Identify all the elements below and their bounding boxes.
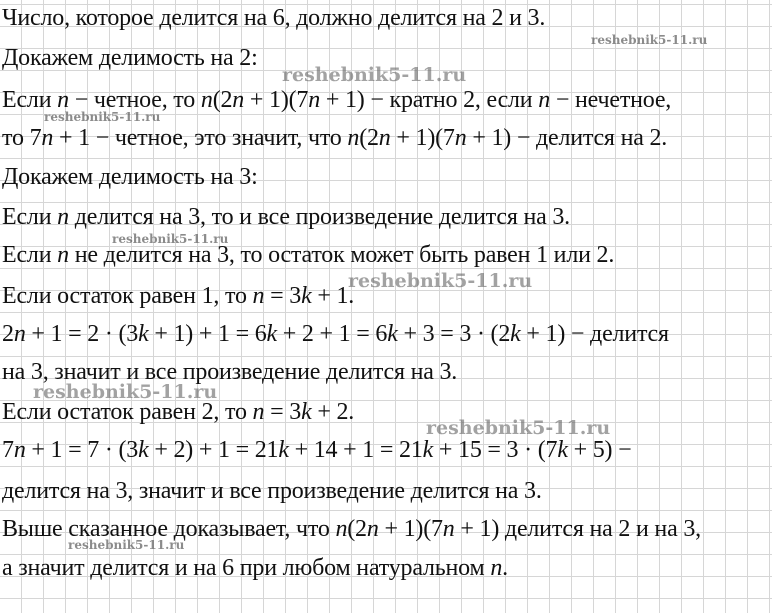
text-line-13: делится на 3, значит и все произведение делится на 3. — [2, 478, 542, 504]
text-line-11: Если остаток равен 2, то n = 3k + 2. — [2, 399, 355, 425]
text-line-6: Если n делится на 3, то и все произведение делится на 3. — [2, 204, 570, 230]
text-line-10: на 3, значит и все произведение делится на 3. — [2, 359, 458, 385]
watermark-big-1: reshebnik5-11.ru — [282, 64, 467, 86]
watermark-small-1: reshebnik5-11.ru — [591, 33, 708, 47]
watermark-big-3: reshebnik5-11.ru — [33, 381, 218, 403]
watermark-small-2: reshebnik5-11.ru — [44, 110, 161, 124]
text-line-9: 2n + 1 = 2 · (3k + 1) + 1 = 6k + 2 + 1 = 6k + 3 = 3 · (2k + 1) − делится — [2, 321, 669, 347]
text-line-8: Если остаток равен 1, то n = 3k + 1. — [2, 283, 355, 309]
text-line-7: Если n не делится на 3, то остаток может быть равен 1 или 2. — [2, 242, 615, 268]
text-line-2: Докажем делимость на 2: — [2, 45, 258, 71]
watermark-big-2: reshebnik5-11.ru — [348, 270, 533, 292]
watermark-big-4: reshebnik5-11.ru — [426, 417, 611, 439]
text-line-12: 7n + 1 = 7 · (3k + 2) + 1 = 21k + 14 + 1 = 21k + 15 = 3 · (7k + 5) − — [2, 437, 632, 463]
text-line-14: Выше сказанное доказывает, что n(2n + 1)(7n + 1) делится на 2 и на 3, — [2, 516, 701, 542]
text-line-1: Число, которое делится на 6, должно делится на 2 и 3. — [2, 5, 546, 31]
text-line-3: Если n − четное, то n(2n + 1)(7n + 1) − кратно 2, если n − нечетное, — [2, 87, 672, 113]
text-line-15: а значит делится и на 6 при любом натуральном n. — [2, 555, 508, 581]
watermark-small-3: reshebnik5-11.ru — [112, 232, 229, 246]
watermark-small-4: reshebnik5-11.ru — [68, 538, 185, 552]
text-line-5: Докажем делимость на 3: — [2, 164, 258, 190]
text-line-4: то 7n + 1 − четное, это значит, что n(2n + 1)(7n + 1) − делится на 2. — [2, 125, 668, 151]
